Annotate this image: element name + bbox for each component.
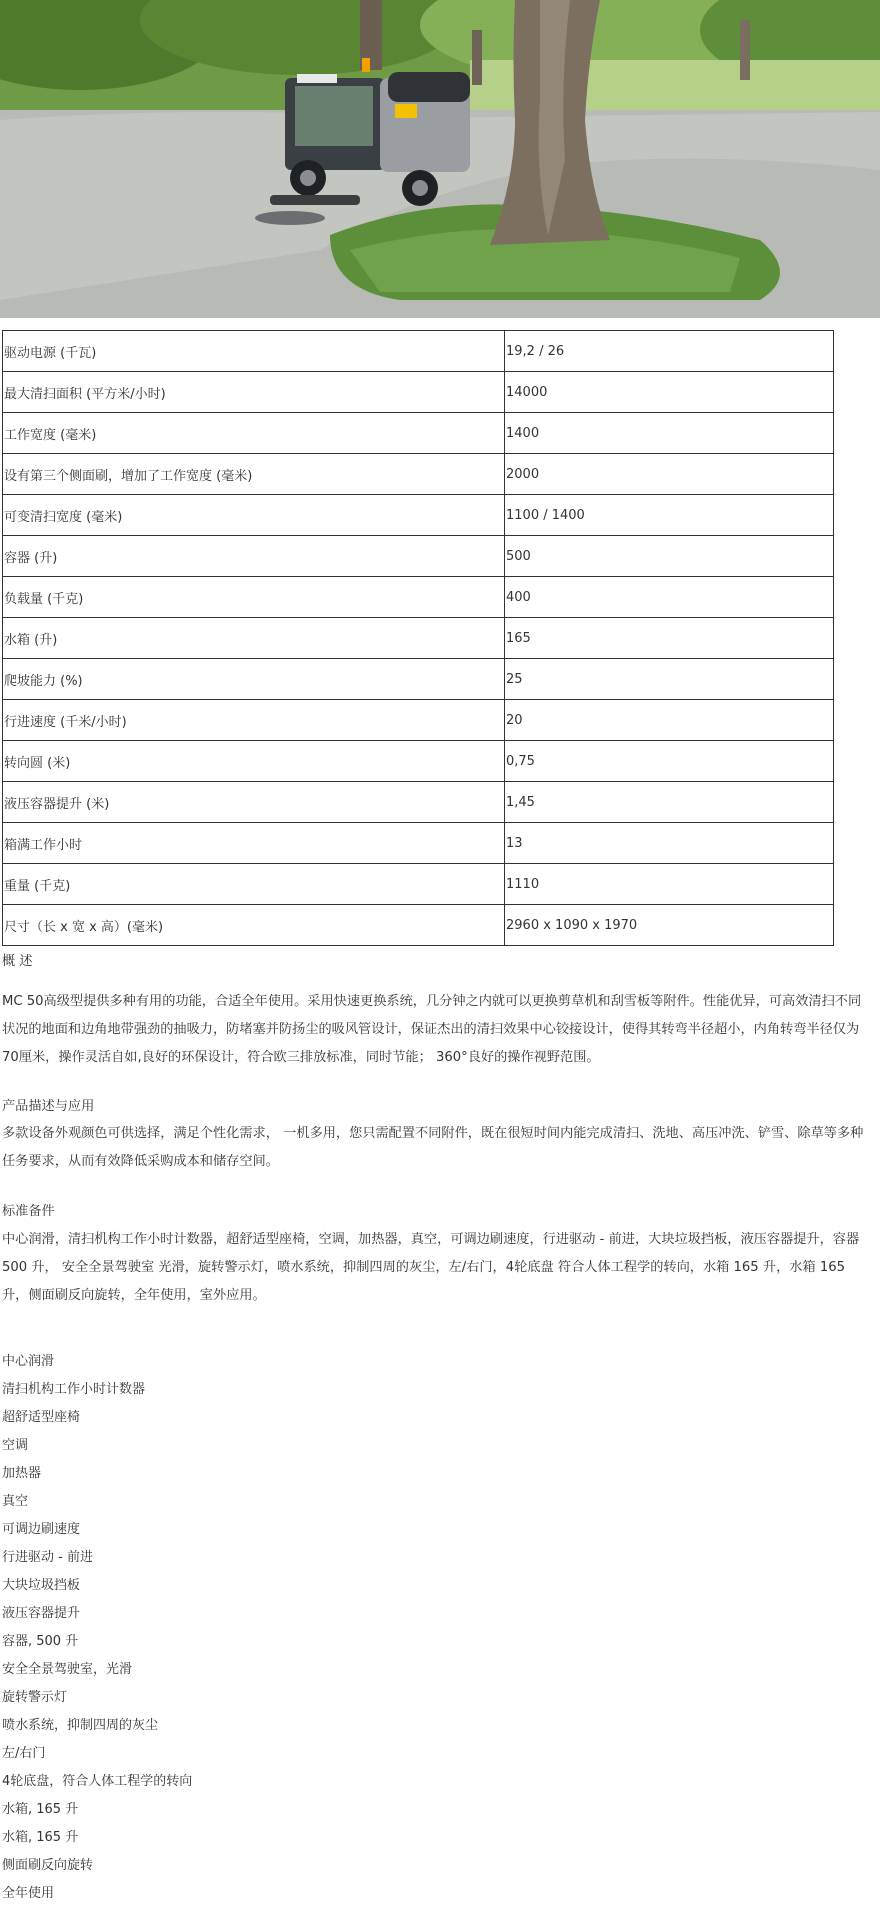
spec-value: 400	[505, 577, 834, 618]
table-row	[3, 905, 834, 946]
list-item: 中心润滑	[2, 1354, 55, 1369]
spec-label: 可变清扫宽度 (毫米)	[3, 495, 505, 536]
spec-value: 165	[505, 618, 834, 659]
table-row	[3, 823, 834, 864]
list-item: 4轮底盘，符合人体工程学的转向	[2, 1774, 193, 1789]
list-item: 液压容器提升	[2, 1606, 81, 1621]
spec-label: 负载量 (千克)	[3, 577, 505, 618]
table-row	[3, 413, 834, 454]
list-item: 水箱, 165 升	[2, 1802, 79, 1817]
spec-value: 25	[505, 659, 834, 700]
description-body: 多款设备外观颜色可供选择，满足个性化需求， 一机多用，您只需配置不同附件，既在很短时间内能完成清扫、洗地、高压冲洗、铲雪、除草等多种任务要求，从而有效降低采购成本和储存空间。	[2, 1126, 864, 1169]
table-row	[3, 782, 834, 823]
list-item: 超舒适型座椅	[2, 1410, 81, 1425]
table-row	[3, 536, 834, 577]
list-item: 可调边刷速度	[2, 1522, 81, 1537]
spec-label: 爬坡能力 (%)	[3, 659, 505, 700]
list-item: 水箱, 165 升	[2, 1830, 79, 1845]
feature-list	[2, 1348, 192, 1908]
spec-label: 设有第三个侧面刷，增加了工作宽度 (毫米)	[3, 454, 505, 495]
list-item: 清扫机构工作小时计数器	[2, 1382, 146, 1397]
spec-label: 尺寸（长 x 宽 x 高）(毫米)	[3, 905, 505, 946]
list-item: 喷水系统，抑制四周的灰尘	[2, 1718, 159, 1733]
spec-table	[2, 330, 834, 946]
spec-label: 行进速度 (千米/小时)	[3, 700, 505, 741]
product-photo	[0, 0, 880, 318]
spec-value: 500	[505, 536, 834, 577]
table-row	[3, 659, 834, 700]
spec-label: 转向圆 (米)	[3, 741, 505, 782]
table-row	[3, 577, 834, 618]
spec-label: 水箱 (升)	[3, 618, 505, 659]
spec-value: 1400	[505, 413, 834, 454]
table-row	[3, 495, 834, 536]
spec-value: 19,2 / 26	[505, 331, 834, 372]
spec-label: 工作宽度 (毫米)	[3, 413, 505, 454]
spec-value: 14000	[505, 372, 834, 413]
spec-value: 1100 / 1400	[505, 495, 834, 536]
list-item: 侧面刷反向旋转	[2, 1858, 94, 1873]
list-item: 旋转警示灯	[2, 1690, 68, 1705]
table-row	[3, 864, 834, 905]
standard-heading: 标准备件	[2, 1204, 55, 1219]
spec-label: 重量 (千克)	[3, 864, 505, 905]
spec-value: 20	[505, 700, 834, 741]
list-item: 左/右门	[2, 1746, 46, 1761]
overview-heading: 概 述	[2, 954, 33, 969]
list-item: 行进驱动 - 前进	[2, 1550, 93, 1565]
list-item: 真空	[2, 1494, 29, 1509]
list-item: 安全全景驾驶室，光滑	[2, 1662, 133, 1677]
table-row	[3, 372, 834, 413]
overview-body: MC 50高级型提供多种有用的功能，合适全年使用。采用快速更换系统，几分钟之内就可以更换剪草机和刮雪板等附件。性能优异，可高效清扫不同状况的地面和边角地带强劲的抽吸力，防堵塞并防扬尘的吸风管设计，保证杰出的清扫效果中心铰接设计，使得其转弯半径超小，内角转弯半径仅为70厘米，操作灵活自如,良好的环保设计，符合欧三排放标准，同时节能； 360°良好的操作视野范围。	[2, 994, 862, 1065]
spec-value: 0,75	[505, 741, 834, 782]
list-item: 容器, 500 升	[2, 1634, 79, 1649]
spec-value: 1,45	[505, 782, 834, 823]
table-row	[3, 331, 834, 372]
spec-label: 驱动电源 (千瓦)	[3, 331, 505, 372]
spec-value: 2000	[505, 454, 834, 495]
list-item: 全年使用	[2, 1886, 55, 1901]
list-item: 空调	[2, 1438, 29, 1453]
spec-value: 13	[505, 823, 834, 864]
spec-label: 最大清扫面积 (平方米/小时)	[3, 372, 505, 413]
standard-body: 中心润滑，清扫机构工作小时计数器，超舒适型座椅，空调，加热器，真空，可调边刷速度，行进驱动 - 前进，大块垃圾挡板，液压容器提升，容器 500 升， 安全全景驾驶室 光滑，旋转警示灯，喷水系统，抑制四周的灰尘，左/右门，4轮底盘 符合人体工程学的转向，水箱 165 升，水箱 165 升，侧面刷反向旋转，全年使用，室外应用。	[2, 1232, 860, 1303]
spec-label: 容器 (升)	[3, 536, 505, 577]
table-row	[3, 454, 834, 495]
table-row	[3, 700, 834, 741]
table-row	[3, 618, 834, 659]
list-item: 加热器	[2, 1466, 42, 1481]
spec-label: 箱满工作小时	[3, 823, 505, 864]
list-item: 大块垃圾挡板	[2, 1578, 81, 1593]
table-row	[3, 741, 834, 782]
spec-value: 2960 x 1090 x 1970	[505, 905, 834, 946]
description-heading: 产品描述与应用	[2, 1099, 95, 1114]
spec-label: 液压容器提升 (米)	[3, 782, 505, 823]
spec-value: 1110	[505, 864, 834, 905]
street-sweeper-photo	[0, 0, 880, 318]
